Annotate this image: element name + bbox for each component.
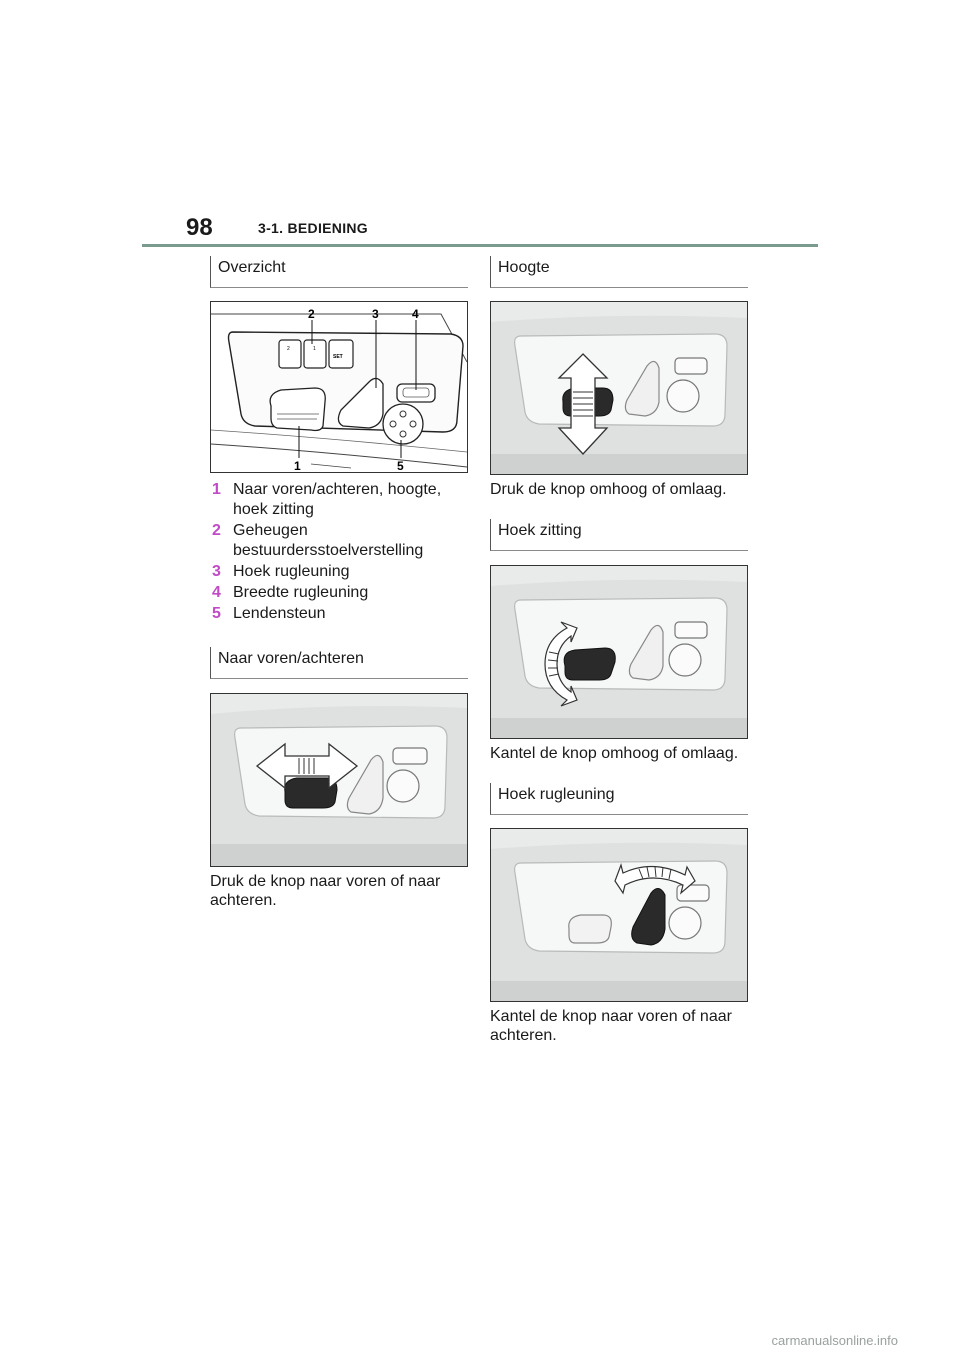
heading-seat-angle: Hoek zitting: [490, 519, 748, 551]
callout-2: 2: [308, 307, 315, 321]
legend-item: 2 Geheugen bestuurdersstoelverstelling: [212, 522, 424, 559]
key-label: 2: [287, 346, 290, 352]
callout-1: 1: [294, 459, 301, 472]
callout-3: 3: [372, 307, 379, 321]
heading-height: Hoogte: [490, 256, 748, 288]
memory-button-1-icon: [304, 340, 326, 368]
legend-item: 3 Hoek rugleuning: [212, 563, 350, 580]
seat-control-icon: [564, 648, 615, 680]
caption-backrest-angle: Kantel de knop naar voren of naar achteren.: [490, 1008, 732, 1044]
figure-height: [490, 301, 748, 475]
lumbar-control-icon: [387, 770, 419, 802]
legend-item: 4 Breedte rugleuning: [212, 584, 369, 601]
watermark: carmanualsonline.info: [771, 1333, 898, 1348]
figure-backrest-angle: [490, 828, 748, 1002]
memory-button-2-icon: [279, 340, 301, 368]
overview-legend: [212, 480, 470, 625]
chapter-title: 3-1. BEDIENING: [258, 220, 368, 236]
callout-4: 4: [412, 307, 419, 321]
legend-item: 5 Lendensteun: [212, 605, 326, 622]
lumbar-control-icon: [383, 404, 423, 444]
caption-height: Druk de knop omhoog of omlaag.: [490, 481, 727, 498]
heading-backrest-angle: Hoek rugleuning: [490, 783, 748, 815]
seat-control-icon: [270, 388, 325, 431]
heading-fore-aft: Naar voren/achteren: [210, 647, 468, 679]
figure-overview: [210, 301, 468, 473]
key-label: 1: [313, 346, 316, 352]
figure-fore-aft: [210, 693, 468, 867]
seat-control-icon: [569, 915, 612, 943]
page-number: 98: [186, 214, 213, 241]
heading-overview: Overzicht: [210, 256, 468, 288]
key-label: SET: [333, 354, 343, 360]
caption-seat-angle: Kantel de knop omhoog of omlaag.: [490, 745, 739, 762]
figure-seat-angle: [490, 565, 748, 739]
legend-item: 1 Naar voren/achteren, hoogte, hoek zitting: [212, 481, 442, 518]
header-rule: [142, 244, 818, 247]
caption-fore-aft: Druk de knop naar voren of naar achteren.: [210, 873, 441, 909]
callout-5: 5: [397, 459, 404, 472]
